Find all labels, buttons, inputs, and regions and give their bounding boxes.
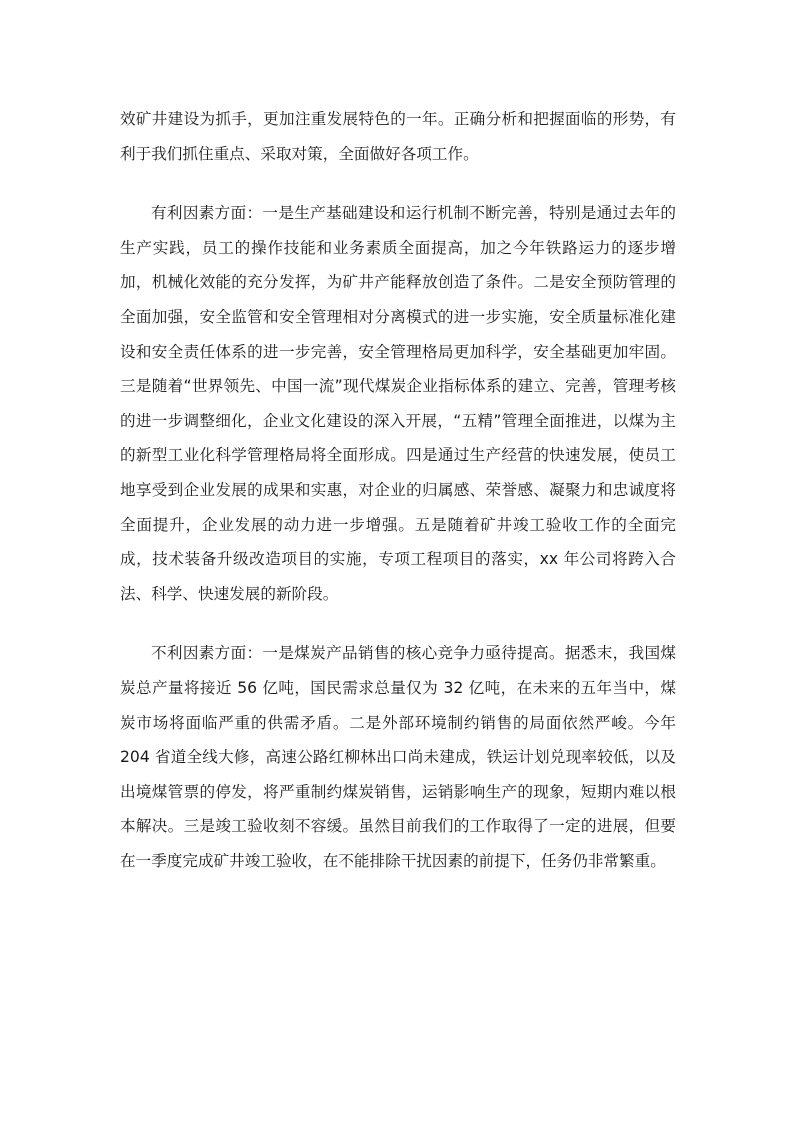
paragraph-continuation: 效矿井建设为抓手，更加注重发展特色的一年。正确分析和把握面临的形势，有利于我们抓住重点、采取对策，全面做好各项工作。 [120, 110, 676, 163]
paragraph-unfavorable-factors: 不利因素方面：一是煤炭产品销售的核心竞争力亟待提高。据悉末，我国煤炭总产量将接近 56 亿吨，国民需求总量仅为 32 亿吨，在未来的五年当中，煤炭市场将面临严重的供需矛盾。二是外部环境制约销售的局面依然严峻。今年 204 省道全线大修，高速公路红柳林出口尚未建成，铁运计划兑现率较低，以及出境煤管票的停发，将严重制约煤炭销售，运销影响生产的现象，短期内难以根本解决。三是竣工验收刻不容缓。虽然目前我们的工作取得了一定的进展，但要在一季度完成矿井竣工验收，在不能排除干扰因素的前提下，任务仍非常繁重。 [120, 644, 676, 870]
paragraph-favorable-factors: 有利因素方面：一是生产基础建设和运行机制不断完善，特别是通过去年的生产实践，员工的操作技能和业务素质全面提高，加之今年铁路运力的逐步增加，机械化效能的充分发挥，为矿井产能释放创造了条件。二是安全预防管理的全面加强，安全监管和安全管理相对分离模式的进一步实施，安全质量标准化建设和安全责任体系的进一步完善，安全管理格局更加科学，安全基础更加牢固。三是随着“世界领先、中国一流”现代煤炭企业指标体系的建立、完善，管理考核的进一步调整细化，企业文化建设的深入开展，“五精”管理全面推进，以煤为主的新型工业化科学管理格局将全面形成。四是通过生产经营的快速发展，使员工地享受到企业发展的成果和实惠，对企业的归属感、荣誉感、凝聚力和忠诚度将全面提升，企业发展的动力进一步增强。五是随着矿井竣工验收工作的全面完成，技术装备升级改造项目的实施，专项工程项目的落实，xx 年公司将跨入合法、科学、快速发展的新阶段。 [120, 204, 676, 603]
document-body [120, 102, 676, 903]
